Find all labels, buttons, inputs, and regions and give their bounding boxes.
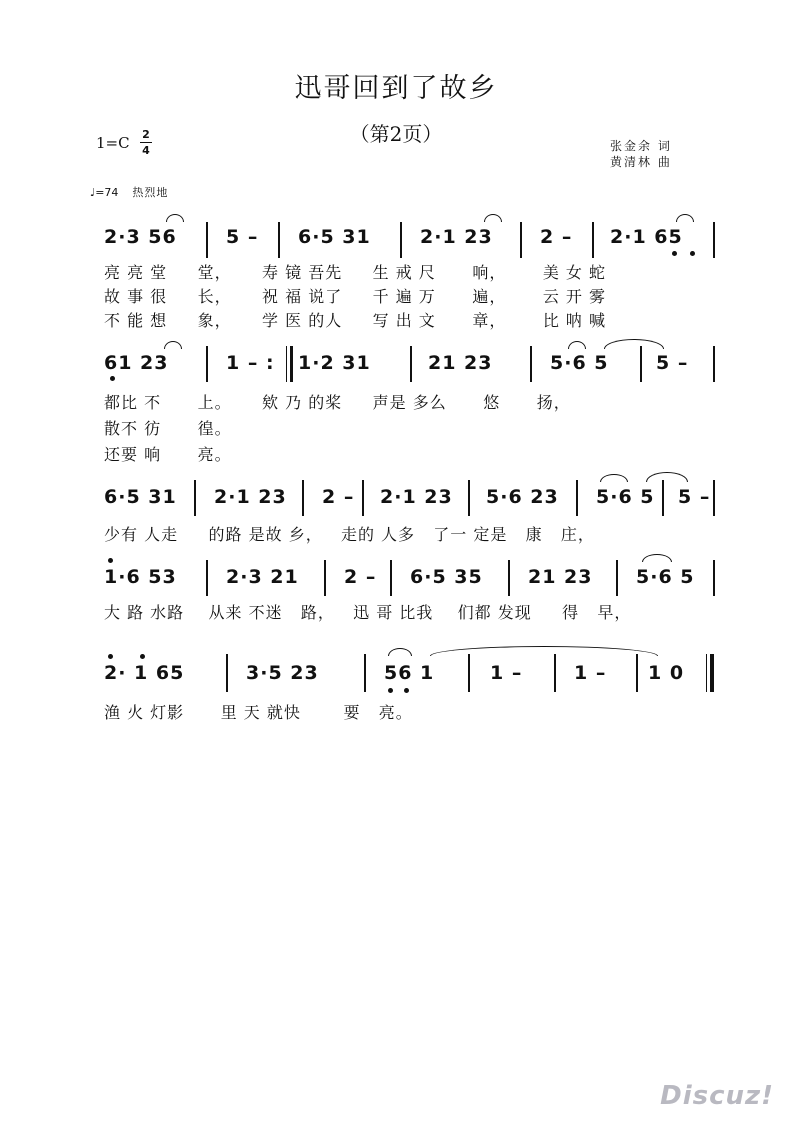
- final-barline-thick: [710, 654, 714, 692]
- barline: [616, 560, 618, 596]
- barline: [636, 654, 638, 692]
- measure-5-4: 1 –: [490, 662, 523, 684]
- measure-1-4: 2·1 23: [420, 226, 493, 248]
- measure-3-2: 2·1 23: [214, 486, 287, 508]
- lyric-line-4: 大 路 水路 从来 不迷 路， 迅 哥 比我 们都 发现 得 早，: [104, 603, 632, 622]
- slur: [388, 648, 412, 656]
- time-signature-top: 2: [142, 128, 150, 141]
- barline: [364, 654, 366, 692]
- measure-2-2: 1 – :: [226, 352, 275, 374]
- measure-3-4: 2·1 23: [380, 486, 453, 508]
- barline: [468, 654, 470, 692]
- slur: [166, 214, 184, 222]
- barline: [400, 222, 402, 258]
- high-octave-dot: [140, 654, 145, 659]
- measure-3-5: 5·6 23: [486, 486, 559, 508]
- measure-3-1: 6·5 31: [104, 486, 177, 508]
- measure-1-5: 2 –: [540, 226, 573, 248]
- slur: [600, 474, 628, 482]
- barline: [302, 480, 304, 516]
- measure-4-3: 2 –: [344, 566, 377, 588]
- tie: [604, 339, 664, 349]
- low-octave-dot: [110, 376, 115, 381]
- measure-1-3: 6·5 31: [298, 226, 371, 248]
- tempo-bpm: ♩=74: [90, 186, 119, 199]
- lyric-line-1-verse-3: 不 能 想 象， 学 医 的人 写 出 文 章， 比 呐 喊: [104, 311, 607, 330]
- barline: [206, 346, 208, 382]
- repeat-barline-thin: [286, 346, 287, 382]
- lyric-line-2-verse-1: 都比 不 上。 欸 乃 的桨 声是 多么 悠 扬，: [104, 393, 571, 412]
- repeat-barline-thick: [290, 346, 293, 382]
- measure-3-6: 5·6 5: [596, 486, 655, 508]
- barline: [206, 222, 208, 258]
- barline: [410, 346, 412, 382]
- key-signature: 1=C: [96, 134, 130, 152]
- lyric-line-5: 渔 火 灯影 里 天 就快 要 亮。: [104, 703, 413, 722]
- high-octave-dot: [108, 558, 113, 563]
- slur: [164, 341, 182, 349]
- barline: [508, 560, 510, 596]
- time-signature-divider: [140, 142, 152, 143]
- barline: [206, 560, 208, 596]
- barline: [576, 480, 578, 516]
- barline: [713, 560, 715, 596]
- barline: [554, 654, 556, 692]
- song-title: 迅哥回到了故乡: [294, 73, 498, 104]
- barline: [362, 480, 364, 516]
- measure-1-6: 2·1 65: [610, 226, 683, 248]
- low-octave-dot: [404, 688, 409, 693]
- barline: [468, 480, 470, 516]
- time-signature-bottom: 4: [142, 144, 150, 157]
- measure-2-4: 21 23: [428, 352, 493, 374]
- measure-2-5: 5·6 5: [550, 352, 609, 374]
- measure-1-2: 5 –: [226, 226, 259, 248]
- barline: [592, 222, 594, 258]
- tempo-expression: 热烈地: [132, 186, 169, 199]
- barline: [520, 222, 522, 258]
- measure-2-1: 61 23: [104, 352, 169, 374]
- measure-3-7: 5 –: [678, 486, 711, 508]
- barline: [640, 346, 642, 382]
- low-octave-dot: [388, 688, 393, 693]
- credits: [610, 138, 672, 170]
- barline: [226, 654, 228, 692]
- measure-4-5: 21 23: [528, 566, 593, 588]
- measure-4-4: 6·5 35: [410, 566, 483, 588]
- tie: [646, 472, 688, 482]
- measure-4-6: 5·6 5: [636, 566, 695, 588]
- barline: [194, 480, 196, 516]
- barline: [530, 346, 532, 382]
- barline: [662, 480, 664, 516]
- measure-3-3: 2 –: [322, 486, 355, 508]
- measure-5-2: 3·5 23: [246, 662, 319, 684]
- barline: [713, 346, 715, 382]
- measure-5-3: 56 1: [384, 662, 435, 684]
- slur: [642, 554, 672, 562]
- measure-4-2: 2·3 21: [226, 566, 299, 588]
- barline: [278, 222, 280, 258]
- slur: [484, 214, 502, 222]
- measure-4-1: 1·6 53: [104, 566, 177, 588]
- final-barline-thin: [706, 654, 707, 692]
- lyric-line-3: 少有 人走 的路 是故 乡， 走的 人多 了一 定是 康 庄，: [104, 525, 595, 544]
- watermark-logo: Discuz!: [660, 1081, 774, 1111]
- barline: [324, 560, 326, 596]
- measure-1-1: 2·3 56: [104, 226, 177, 248]
- measure-5-6: 1 0: [648, 662, 685, 684]
- measure-5-5: 1 –: [574, 662, 607, 684]
- page-number-subtitle: （第2页）: [349, 122, 443, 146]
- barline: [713, 480, 715, 516]
- low-octave-dot: [690, 251, 695, 256]
- composer-credit: 黄清林 曲: [610, 155, 672, 169]
- tie: [430, 646, 658, 656]
- lyric-line-2-verse-3: 还要 响 亮。: [104, 445, 232, 464]
- lyric-line-2-verse-2: 散不 彷 徨。: [104, 419, 232, 438]
- lyricist-credit: 张金余 词: [610, 139, 672, 153]
- time-signature: [140, 128, 152, 157]
- measure-2-6: 5 –: [656, 352, 689, 374]
- measure-2-3: 1·2 31: [298, 352, 371, 374]
- lyric-line-1-verse-2: 故 事 很 长， 祝 福 说了 千 遍 万 遍， 云 开 雾: [104, 287, 607, 306]
- slur: [568, 341, 586, 349]
- measure-5-1: 2· 1 65: [104, 662, 185, 684]
- slur: [676, 214, 694, 222]
- tempo-marking: [90, 184, 168, 200]
- barline: [713, 222, 715, 258]
- barline: [390, 560, 392, 596]
- high-octave-dot: [108, 654, 113, 659]
- low-octave-dot: [672, 251, 677, 256]
- lyric-line-1-verse-1: 亮 亮 堂 堂， 寿 镜 吾先 生 戒 尺 响， 美 女 蛇: [104, 263, 607, 282]
